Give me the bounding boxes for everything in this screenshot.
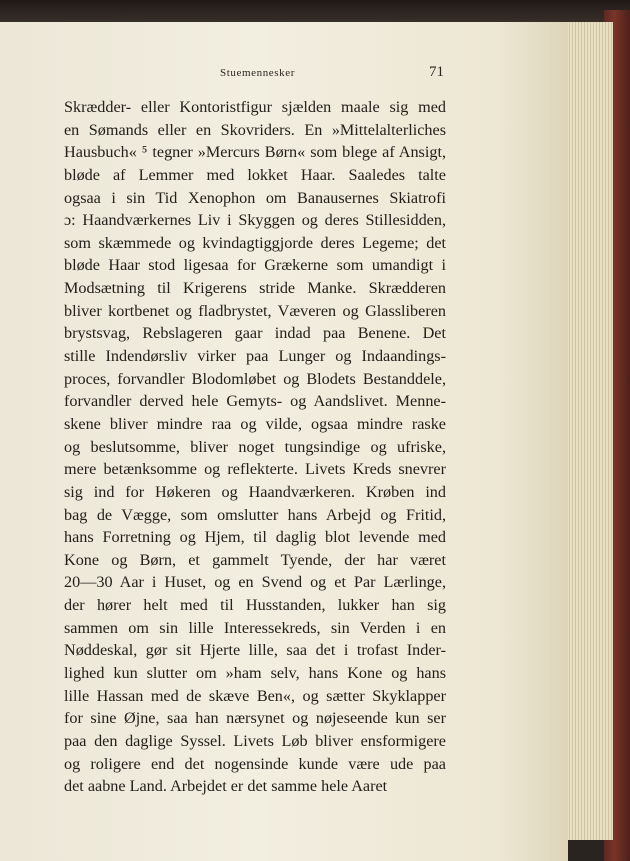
text-line: en Sømands eller en Skovriders. En »Mittelalterliches <box>64 120 446 139</box>
text-line: skene bliver mindre raa og vilde, ogsaa mindre raske <box>64 414 446 433</box>
text-line: for sine Øjne, saa han nærsynet og nøjeseende kun ser <box>64 709 446 728</box>
text-line: og beslutsomme, bliver noget tungsindige og ufriske, <box>64 437 446 456</box>
text-line: stille Indendørsliv virker paa Lunger og Indaandings- <box>64 347 446 366</box>
scan-background <box>0 0 630 24</box>
text-line: der hører helt med til Husstanden, lukker han sig <box>64 596 446 615</box>
text-line: ɔ: Haandværkernes Liv i Skyggen og deres Stillesidden, <box>64 211 446 230</box>
text-line: proces, forvandler Blodomløbet og Blodets Bestanddele, <box>64 369 446 388</box>
text-line: Hausbuch« ⁵ tegner »Mercurs Børn« som blege af Ansigt, <box>64 143 446 162</box>
text-line: bløde af Lemmer med lokket Haar. Saaledes talte <box>64 165 446 184</box>
text-line: Nøddeskal, gør sit Hjerte lille, saa det i trofast Inder- <box>64 641 446 660</box>
text-line: bag de Vægge, som omslutter hans Arbejd og Fritid, <box>64 505 446 524</box>
text-line: som skæmmede og kvindagtiggjorde deres Legeme; det <box>64 233 446 252</box>
text-line: Modsætning til Krigerens stride Manke. Skrædderen <box>64 279 446 298</box>
text-line: sig ind for Høkeren og Haandværkeren. Krøben ind <box>64 482 446 501</box>
running-head-title: Stuemennesker <box>220 67 296 79</box>
page-stack-edge <box>566 22 613 840</box>
text-line: lille Hassan med de skæve Ben«, og sætter Skyklapper <box>64 686 446 705</box>
text-line: ogsaa i sin Tid Xenophon om Banausernes Skiatrofi <box>64 188 446 207</box>
text-line: Skrædder- eller Kontoristfigur sjælden maale sig med <box>64 98 446 116</box>
text-line: sammen om sin lille Interessekreds, sin Verden i en <box>64 618 446 637</box>
running-head <box>60 64 450 84</box>
text-line: bløde Haar stod ligesaa for Grækerne som umandigt i <box>64 256 446 275</box>
text-line: og roligere end det nogensinde kunde være ude paa <box>64 754 446 773</box>
text-line: Kone og Børn, et gammelt Tyende, der har været <box>64 550 446 569</box>
page-number: 71 <box>429 64 444 80</box>
text-line: forvandler derved hele Gemyts- og Aandslivet. Menne- <box>64 392 446 411</box>
body-text <box>64 96 446 798</box>
text-line: hans Forretning og Hjem, til daglig blot levende med <box>64 528 446 547</box>
text-line: 20—30 Aar i Huset, og en Svend og et Par Lærlinge, <box>64 573 446 592</box>
text-line: lighed kun slutter om »ham selv, hans Kone og hans <box>64 664 446 683</box>
text-line: mere betænksomme og reflekterte. Livets Kreds snevrer <box>64 460 446 479</box>
text-line: paa den daglige Syssel. Livets Løb bliver ensformigere <box>64 731 446 750</box>
text-line: brystsvag, Rebslageren gaar indad paa Benene. Det <box>64 324 446 343</box>
text-line: det aabne Land. Arbejdet er det samme hele Aaret <box>64 777 388 796</box>
text-line: bliver kortbenet og fladbrystet, Væveren og Glassliberen <box>64 301 446 320</box>
